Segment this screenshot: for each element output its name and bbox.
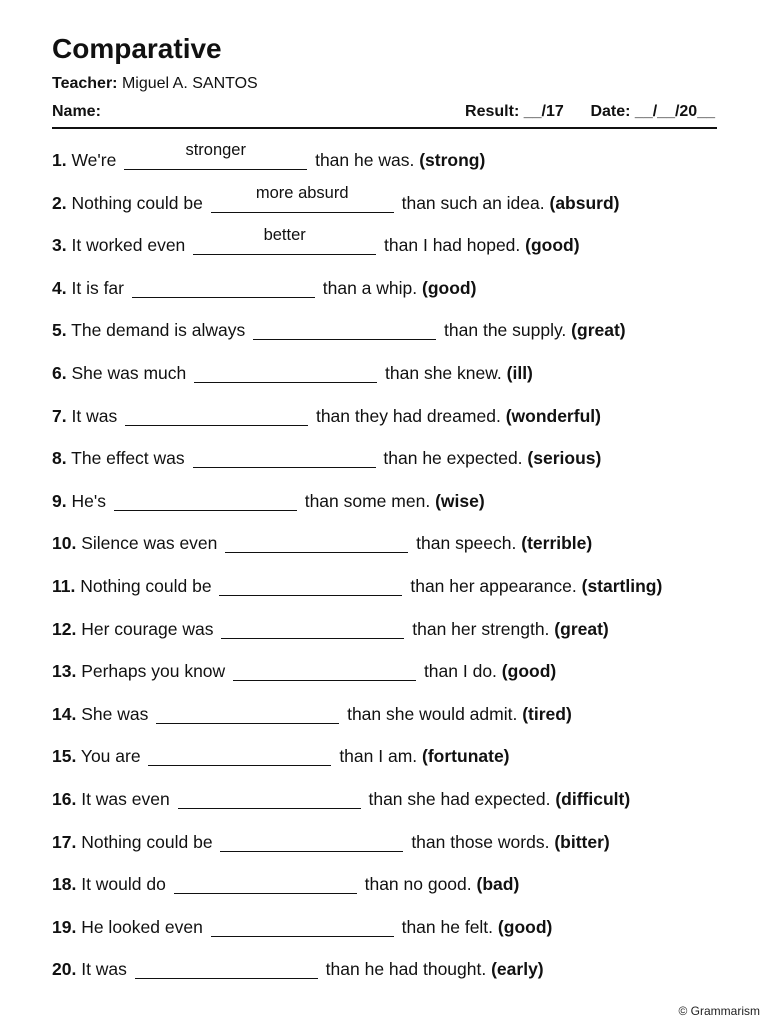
question-list <box>52 143 732 995</box>
question-item <box>52 654 732 697</box>
question-text-before: It worked even <box>71 235 186 256</box>
question-text-before: It was <box>71 405 118 426</box>
question-text-before: It was even <box>81 788 170 809</box>
question-item <box>52 484 732 527</box>
question-number: 17. <box>52 831 77 852</box>
question-text-before: It was <box>81 959 127 980</box>
question-text-after: than the supply. <box>444 320 567 341</box>
question-item <box>52 910 732 953</box>
base-word-hint: (terrible) <box>521 533 593 554</box>
question-item <box>52 356 732 399</box>
student-info-row <box>52 101 717 123</box>
question-number: 20. <box>52 959 77 980</box>
base-word-hint: (tired) <box>522 703 572 724</box>
question-number: 11. <box>52 575 76 596</box>
question-item <box>52 569 732 612</box>
question-text-after: than they had dreamed. <box>315 405 501 426</box>
question-number: 19. <box>52 916 77 937</box>
base-word-hint: (wise) <box>435 490 485 511</box>
question-item <box>52 825 732 868</box>
question-number: 5. <box>52 320 67 341</box>
question-number: 6. <box>52 362 67 383</box>
question-text-before: It would do <box>81 874 166 895</box>
answer-blank[interactable] <box>124 141 307 170</box>
question-item <box>52 526 732 569</box>
base-word-hint: (good) <box>525 235 580 256</box>
question-text-after: than I do. <box>423 661 497 682</box>
question-text-after: than speech. <box>416 533 517 554</box>
base-word-hint: (absurd) <box>549 192 620 213</box>
question-item <box>52 441 732 484</box>
answer-blank[interactable] <box>194 362 377 383</box>
question-number: 10. <box>52 533 77 554</box>
question-text-after: than she had expected. <box>368 788 551 809</box>
question-text-before: Her courage was <box>81 618 214 639</box>
header-divider <box>52 127 717 129</box>
base-word-hint: (great) <box>571 320 626 341</box>
base-word-hint: (good) <box>501 661 557 682</box>
answer-blank[interactable] <box>174 873 357 894</box>
answer-blank[interactable] <box>148 745 331 766</box>
question-text-after: than some men. <box>304 490 431 511</box>
result-value: __/17 <box>523 103 564 120</box>
question-text-after: than he had thought. <box>325 959 487 980</box>
question-text-before: It is far <box>71 277 124 298</box>
question-number: 4. <box>52 277 67 298</box>
answer-blank[interactable] <box>219 575 402 596</box>
question-number: 18. <box>52 874 77 895</box>
question-text-after: than such an idea. <box>401 192 545 213</box>
question-text-after: than he expected. <box>383 448 523 469</box>
answer-blank[interactable] <box>221 618 404 639</box>
question-text-after: than I had hoped. <box>384 235 521 256</box>
answer-blank[interactable] <box>135 958 318 979</box>
answer-text: more absurd <box>255 183 349 202</box>
teacher-label: Teacher: <box>52 75 118 92</box>
answer-blank[interactable] <box>193 447 376 468</box>
question-text-after: than no good. <box>364 874 472 895</box>
base-word-hint: (serious) <box>527 448 602 469</box>
question-number: 12. <box>52 618 77 639</box>
answer-blank[interactable] <box>132 277 315 298</box>
question-text-before: Nothing could be <box>81 831 213 852</box>
question-number: 3. <box>52 235 67 256</box>
question-text-before: Perhaps you know <box>81 661 226 682</box>
answer-blank[interactable] <box>178 788 361 809</box>
question-text-before: He's <box>71 490 106 511</box>
question-item <box>52 271 732 314</box>
answer-blank[interactable] <box>211 916 394 937</box>
page-title: Comparative <box>52 33 222 64</box>
teacher-line <box>52 74 258 94</box>
answer-text: stronger <box>185 141 246 159</box>
question-number: 15. <box>52 746 77 767</box>
question-text-before: You are <box>80 746 141 767</box>
answer-blank[interactable] <box>193 226 376 255</box>
question-item <box>52 612 732 655</box>
question-text-before: The effect was <box>71 448 185 469</box>
base-word-hint: (difficult) <box>555 788 631 809</box>
teacher-name: Miguel A. SANTOS <box>121 75 258 92</box>
question-number: 14. <box>52 703 77 724</box>
answer-text: better <box>263 226 306 245</box>
question-item <box>52 143 732 186</box>
question-number: 2. <box>52 192 67 213</box>
name-label: Name: <box>52 103 101 120</box>
answer-blank[interactable] <box>253 319 436 340</box>
question-number: 13. <box>52 661 77 682</box>
question-item <box>52 739 732 782</box>
base-word-hint: (ill) <box>506 362 533 383</box>
question-number: 1. <box>52 150 67 170</box>
answer-blank[interactable] <box>233 660 416 681</box>
answer-blank[interactable] <box>156 703 339 724</box>
answer-blank[interactable] <box>225 532 408 553</box>
answer-blank[interactable] <box>125 405 308 426</box>
answer-blank[interactable] <box>220 831 403 852</box>
question-text-after: than those words. <box>411 831 550 852</box>
question-text-before: She was <box>81 703 149 724</box>
question-text-after: than her appearance. <box>410 575 577 596</box>
answer-blank[interactable] <box>114 490 297 511</box>
question-text-after: than he was. <box>315 150 415 170</box>
base-word-hint: (startling) <box>581 575 663 596</box>
question-text-before: Nothing could be <box>71 192 203 213</box>
date-label: Date: <box>590 103 631 120</box>
question-item <box>52 228 732 271</box>
result-date-fields <box>465 101 715 123</box>
question-text-after: than he felt. <box>401 916 494 937</box>
question-text-before: Silence was even <box>81 533 218 554</box>
question-number: 8. <box>52 448 67 469</box>
base-word-hint: (strong) <box>419 150 486 170</box>
result-label: Result: <box>465 103 520 120</box>
base-word-hint: (great) <box>554 618 609 639</box>
question-item <box>52 183 732 229</box>
question-text-after: than she knew. <box>385 362 502 383</box>
base-word-hint: (good) <box>497 916 553 937</box>
question-item <box>52 399 732 442</box>
base-word-hint: (bitter) <box>554 831 610 852</box>
question-item <box>52 867 732 910</box>
copyright-notice: © Grammarism <box>678 1004 760 1018</box>
question-text-after: than her strength. <box>412 618 550 639</box>
question-item <box>52 782 732 825</box>
base-word-hint: (fortunate) <box>422 746 510 767</box>
question-item <box>52 697 732 740</box>
question-text-before: We're <box>71 150 117 170</box>
question-text-before: The demand is always <box>71 320 246 341</box>
question-text-after: than a whip. <box>322 277 418 298</box>
base-word-hint: (bad) <box>476 874 520 895</box>
answer-blank[interactable] <box>211 183 394 213</box>
question-text-after: than she would admit. <box>347 703 518 724</box>
question-text-after: than I am. <box>339 746 418 767</box>
date-value: __/__/20__ <box>634 103 715 120</box>
question-number: 7. <box>52 405 67 426</box>
question-number: 16. <box>52 788 77 809</box>
question-item <box>52 313 732 356</box>
base-word-hint: (wonderful) <box>505 405 601 426</box>
base-word-hint: (early) <box>491 959 544 980</box>
base-word-hint: (good) <box>422 277 477 298</box>
question-text-before: Nothing could be <box>80 575 212 596</box>
question-item <box>52 952 732 995</box>
question-text-before: She was much <box>71 362 187 383</box>
question-number: 9. <box>52 490 67 511</box>
question-text-before: He looked even <box>81 916 203 937</box>
